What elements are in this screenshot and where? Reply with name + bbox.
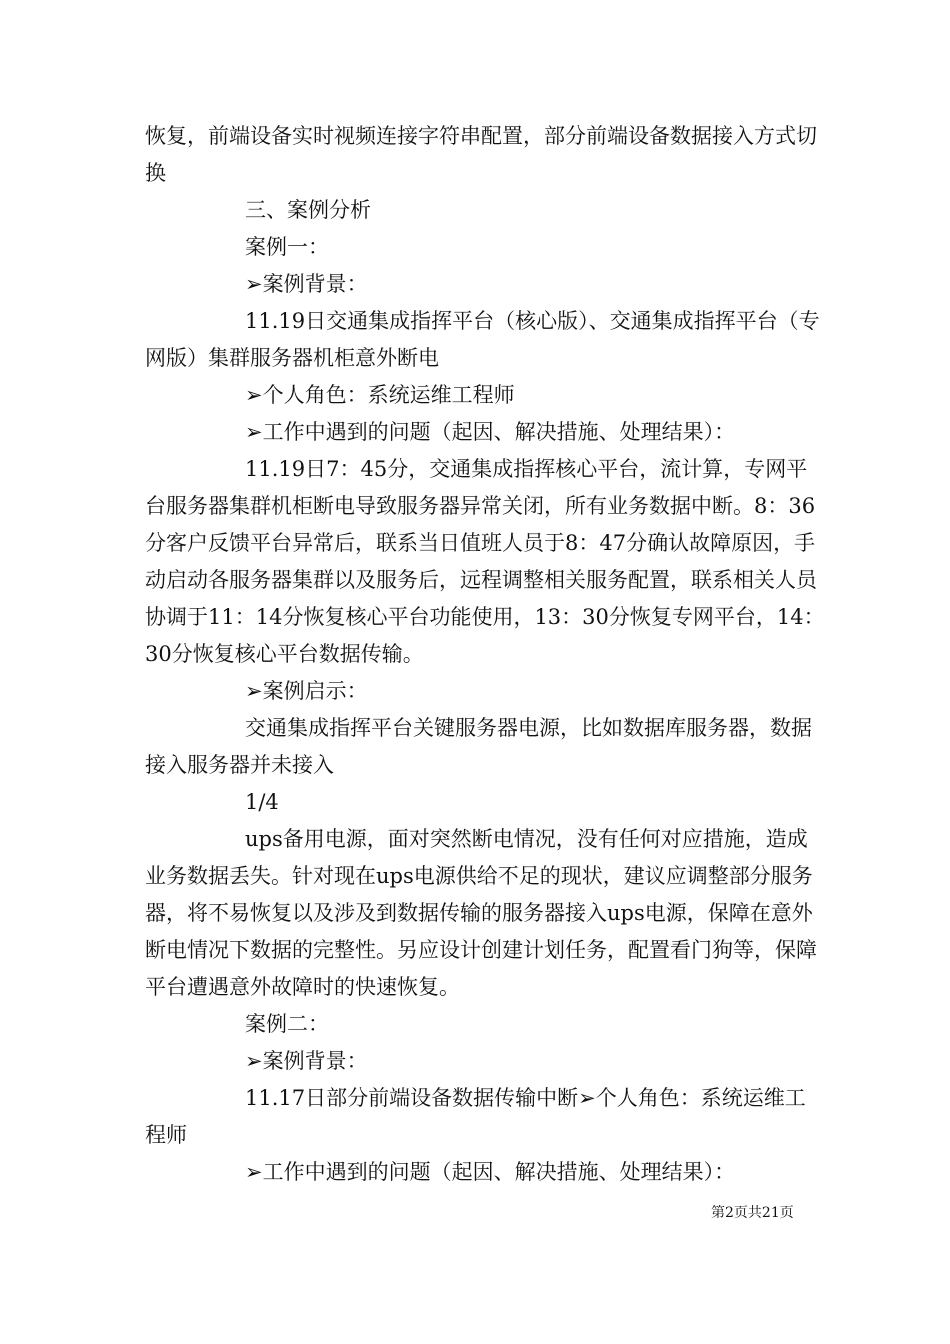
case-two-background-label: ➢案例背景： bbox=[245, 1049, 368, 1073]
case-two-problem-label: ➢工作中遇到的问题（起因、解决措施、处理结果）： bbox=[245, 1160, 736, 1184]
inline-page-marker: 1/4 bbox=[245, 790, 279, 814]
section-heading: 三、案例分析 bbox=[245, 198, 371, 222]
case-one-insight-continued: ups备用电源，面对突然断电情况，没有任何对应措施，造成业务数据丢失。针对现在ups电源供给不足的现状，建议应调整部分服务器，将不易恢复以及涉及到数据传输的服务器接入ups电源，保障在意外断电情况下数据的完整性。另应设计创建计划任务，配置看门狗等，保障平台遭遇意外故障时的快速恢复。 bbox=[145, 827, 817, 999]
paragraph-continuation: 恢复，前端设备实时视频连接字符串配置，部分前端设备数据接入方式切换 bbox=[145, 124, 817, 185]
case-one-role: ➢个人角色：系统运维工程师 bbox=[245, 383, 515, 407]
case-two-background-text: 11.17日部分前端设备数据传输中断➢个人角色：系统运维工程师 bbox=[145, 1086, 806, 1147]
case-one-insight-label: ➢案例启示： bbox=[245, 679, 368, 703]
case-one-title: 案例一： bbox=[245, 235, 329, 259]
page-footer: 第2页共21页 bbox=[711, 1205, 794, 1221]
case-two-title: 案例二： bbox=[245, 1012, 329, 1036]
case-one-problem-label: ➢工作中遇到的问题（起因、解决措施、处理结果）： bbox=[245, 420, 736, 444]
case-one-problem-text: 11.19日7：45分，交通集成指挥核心平台，流计算，专网平台服务器集群机柜断电导致服务器异常关闭，所有业务数据中断。8：36分客户反馈平台异常后，联系当日值班人员于8：47分确认故障原因，手动启动各服务器集群以及服务后，远程调整相关服务配置，联系相关人员协调于11：14分恢复核心平台功能使用，13：30分恢复专网平台，14：30分恢复核心平台数据传输。 bbox=[145, 457, 825, 666]
document-body bbox=[145, 118, 825, 1191]
case-one-background-label: ➢案例背景： bbox=[245, 272, 368, 296]
case-one-insight-text: 交通集成指挥平台关键服务器电源，比如数据库服务器，数据接入服务器并未接入 bbox=[145, 716, 812, 777]
case-one-background-text: 11.19日交通集成指挥平台（核心版）、交通集成指挥平台（专网版）集群服务器机柜意外断电 bbox=[145, 309, 820, 370]
